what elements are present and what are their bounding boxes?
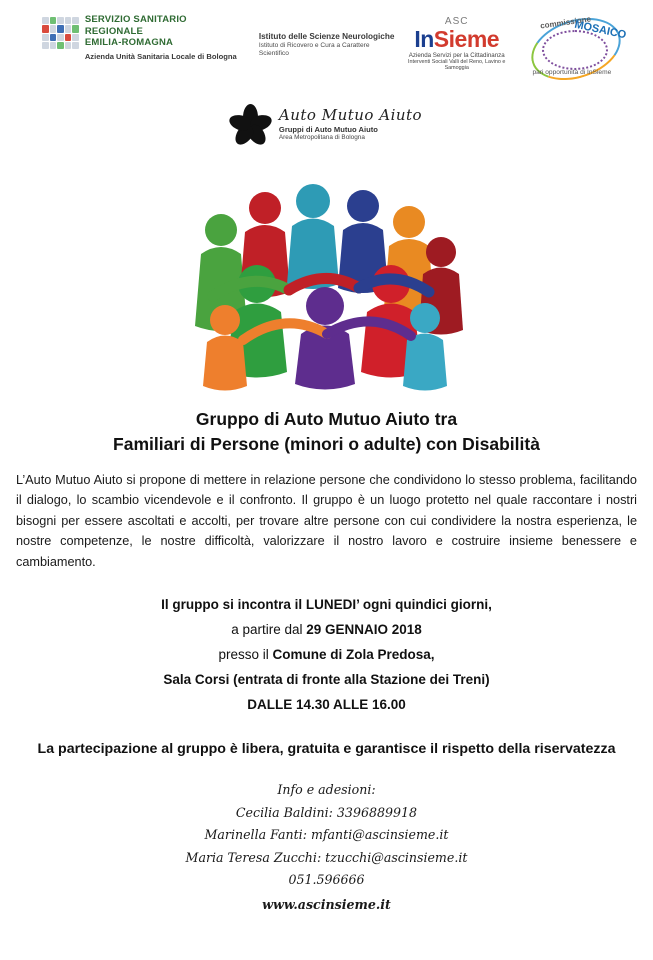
logo-servizio-sanitario-regionale [42, 14, 397, 61]
contact-person-1: Cecilia Baldini: 3396889918 [235, 804, 418, 820]
istituto-scienze-neurologiche-block [259, 32, 397, 59]
page-title-line1: Gruppo di Auto Mutuo Aiuto tra [195, 409, 458, 429]
ama-name: Auto Mutuo Aiuto [278, 105, 423, 124]
ssr-dot-grid-icon [42, 17, 79, 49]
description-paragraph: L’Auto Mutuo Aiuto si propone di mettere in relazione persone che condividono lo stesso problema, facilitando il dialogo, lo scambio vicendevole e il confronto. Il gruppo è un luogo protetto nel quale raccontare i nostri bisogni per essere ascoltati e accolti, per trovare altre persone con cui condividere la nostra esperienza, le nostre competenze, le nostre difficoltà, valorizzare il nostro lavoro e costruire insieme benessere e cambiamento. [16, 472, 637, 570]
page-title-line2: Familiari di Persone (minori o adulte) con Disabilità [113, 434, 540, 455]
schedule-line-4: Sala Corsi (entrata di fronte alla Stazione dei Treni) [163, 671, 490, 687]
schedule-line-3 [14, 643, 639, 668]
schedule-line-3-pre: presso il [218, 646, 273, 662]
istituto-subtitle: Istituto di Ricovero e Cura a Carattere Scientifico [258, 42, 370, 58]
ama-text-block [279, 106, 422, 142]
contacts-block [14, 779, 639, 915]
contact-person-2: Marinella Fanti: mfanti@ascinsieme.it [204, 827, 449, 843]
contacts-heading: Info e adesioni: [277, 782, 376, 798]
schedule-line-1: Il gruppo si incontra il LUNEDI’ ogni quindici giorni, [161, 596, 492, 612]
mosaico-inner-ring-icon [542, 30, 608, 70]
logo-auto-mutuo-aiuto [14, 98, 639, 150]
schedule-venue: Comune di Zola Predosa, [272, 646, 435, 662]
asc-acronym: ASC [444, 16, 469, 27]
istituto-name: Istituto delle Scienze Neurologiche [258, 32, 395, 41]
asc-wordmark-in: In [414, 26, 434, 52]
ama-subtitle-1: Gruppi di Auto Mutuo Aiuto [278, 124, 378, 134]
asc-subtitle-2: Interventi Sociali Valli del Reno, Lavino e Samoggia [408, 59, 506, 72]
schedule-date: 29 GENNAIO 2018 [306, 621, 422, 637]
contact-website[interactable]: www.ascinsieme.it [262, 896, 391, 912]
people-circle-graphic [173, 156, 480, 393]
mosaico-word-commissione: commissione [540, 14, 592, 31]
contact-phone: 051.596666 [288, 872, 365, 888]
schedule-line-2 [14, 618, 639, 643]
ssr-text-block [85, 14, 243, 61]
page-title [14, 407, 639, 458]
ssr-line2: EMILIA-ROMAGNA [84, 37, 174, 49]
mosaico-word-pari-opportunita: pari opportunità di InSieme [532, 69, 612, 76]
contact-person-3: Maria Teresa Zucchi: tzucchi@ascinsieme.it [185, 849, 468, 865]
asc-wordmark-sieme: Sieme [433, 26, 500, 52]
header-logos [14, 10, 639, 92]
asc-subtitle-1: Azienda Servizi per la Cittadinanza [408, 52, 505, 60]
logo-asc-insieme [397, 16, 516, 72]
flower-icon [231, 104, 271, 144]
schedule-line-5: DALLE 14.30 ALLE 16.00 [247, 696, 406, 712]
ama-subtitle-2: Area Metropolitana di Bologna [278, 134, 365, 142]
mosaico-word-mosaico: MOSAICO [573, 18, 628, 42]
logo-commissione-mosaico [516, 16, 631, 84]
schedule-line-2-pre: a partire dal [231, 621, 307, 637]
hero-illustration [173, 156, 480, 393]
asc-wordmark [397, 27, 516, 52]
ssr-line3: Azienda Unità Sanitaria Locale di Bologna [84, 51, 237, 61]
ssr-line1: SERVIZIO SANITARIO REGIONALE [84, 14, 187, 37]
free-participation-note: La partecipazione al gruppo è libera, gratuita e garantisce il rispetto della riservatezza [37, 741, 616, 758]
schedule-block [14, 593, 639, 718]
